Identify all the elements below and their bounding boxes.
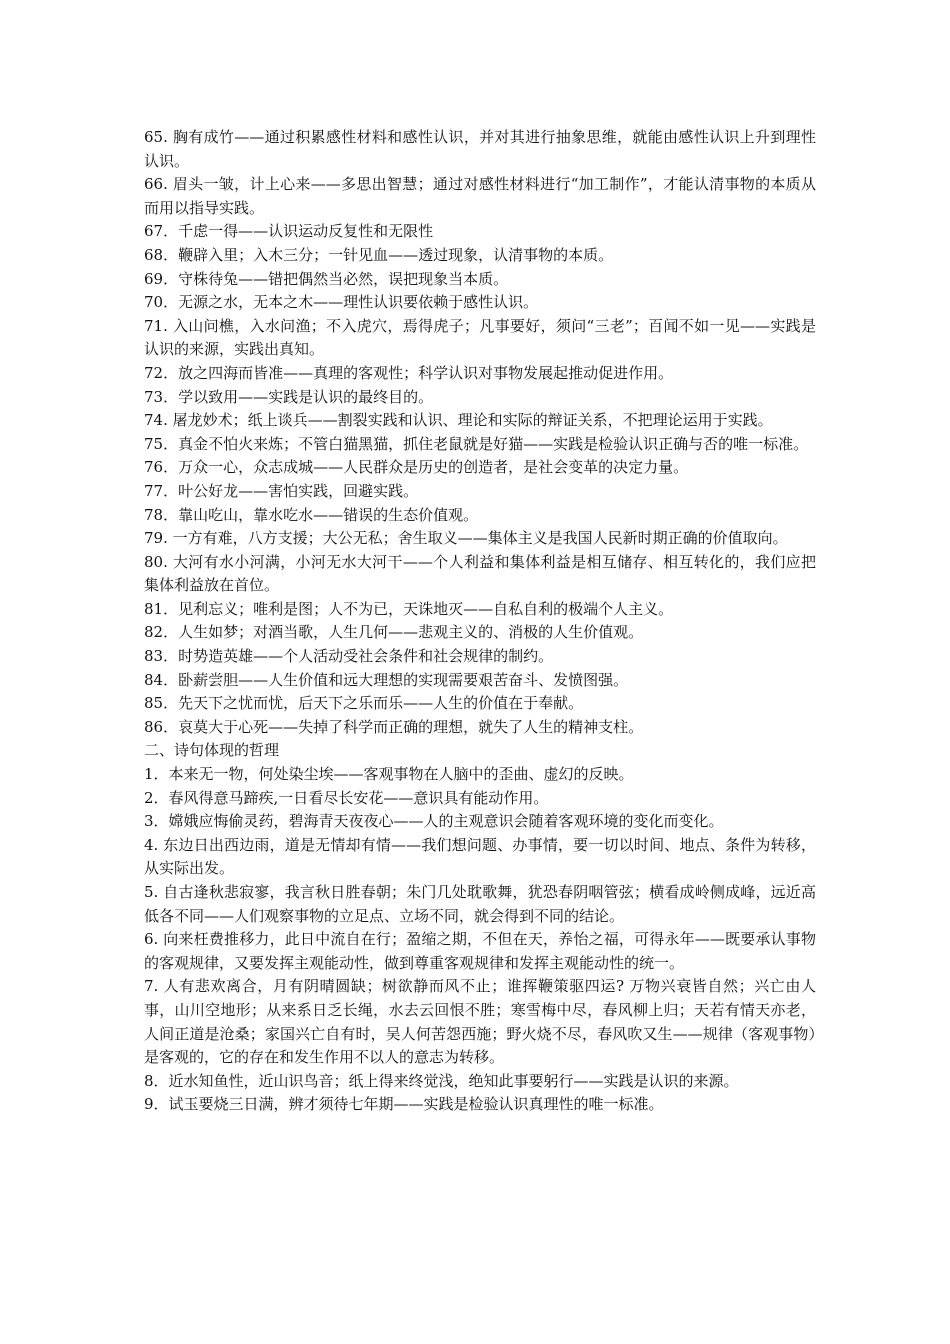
paragraph-82: 82．人生如梦；对酒当歌，人生几何——悲观主义的、消极的人生价值观。 xyxy=(144,623,644,642)
paragraph-73: 73．学以致用——实践是认识的最终目的。 xyxy=(144,387,434,406)
poem-item-2: 2．春风得意马蹄疾,一日看尽长安花——意识具有能动作用。 xyxy=(144,788,549,807)
paragraph-68: 68．鞭辟入里；入木三分；一针见血——透过现象，认清事物的本质。 xyxy=(144,245,614,264)
paragraph-78: 78．靠山吃山，靠水吃水——错误的生态价值观。 xyxy=(144,505,479,524)
paragraph-75: 75．真金不怕火来炼；不管白猫黑猫，抓住老鼠就是好猫——实践是检验认识正确与否的唯一标准。 xyxy=(144,434,809,453)
poem-item-1: 1．本来无一物，何处染尘埃——客观事物在人脑中的歪曲、虚幻的反映。 xyxy=(144,765,634,784)
paragraph-85: 85．先天下之忧而忧，后天下之乐而乐——人生的价值在于奉献。 xyxy=(144,694,584,713)
document-body xyxy=(144,126,816,1117)
poem-item-6: 6. 向来枉费推移力，此日中流自在行；盈缩之期，不但在天，养怡之福，可得永年——既要承认事物的客观规律，又要发挥主观能动性，做到尊重客观规律和发挥主观能动性的统一。 xyxy=(144,930,816,972)
paragraph-77: 77．叶公好龙——害怕实践，回避实践。 xyxy=(144,481,419,500)
poem-item-8: 8．近水知鱼性，近山识鸟音；纸上得来终觉浅，绝知此事要躬行——实践是认识的来源。 xyxy=(144,1071,739,1090)
paragraph-70: 70．无源之水，无本之木——理性认识要依赖于感性认识。 xyxy=(144,293,539,312)
section-heading: 二、诗句体现的哲理 xyxy=(144,741,280,760)
paragraph-79: 79. 一方有难，八方支援；大公无私；舍生取义——集体主义是我国人民新时期正确的价值取向。 xyxy=(144,529,788,548)
paragraph-74: 74. 屠龙妙术；纸上谈兵——割裂实践和认识、理论和实际的辩证关系，不把理论运用于实践。 xyxy=(144,411,773,430)
poem-item-5: 5. 自古逢秋悲寂寥，我言秋日胜春朝；朱门几处耽歌舞，犹恐春阴咽管弦；横看成岭侧成峰，远近高低各不同——人们观察事物的立足点、立场不同，就会得到不同的结论。 xyxy=(144,883,816,925)
paragraph-80: 80. 大河有水小河满，小河无水大河干——个人利益和集体利益是相互储存、相互转化的，我们应把集体利益放在首位。 xyxy=(144,552,816,595)
paragraph-76: 76．万众一心，众志成城——人民群众是历史的创造者，是社会变革的决定力量。 xyxy=(144,458,689,477)
paragraph-65: 65. 胸有成竹——通过积累感性材料和感性认识，并对其进行抽象思维，就能由感性认识上升到理性认识。 xyxy=(144,128,816,170)
paragraph-66: 66. 眉头一皱，计上心来——多思出智慧；通过对感性材料进行“加工制作”，才能认清事物的本质从而用以指导实践。 xyxy=(144,175,816,217)
paragraph-84: 84．卧薪尝胆——人生价值和远大理想的实现需要艰苦奋斗、发愤图强。 xyxy=(144,670,629,689)
paragraph-83: 83．时势造英雄——个人活动受社会条件和社会规律的制约。 xyxy=(144,647,554,666)
paragraph-81: 81．见利忘义；唯利是图；人不为已，天诛地灭——自私自利的极端个人主义。 xyxy=(144,599,674,618)
paragraph-69: 69．守株待兔——错把偶然当必然，误把现象当本质。 xyxy=(144,269,509,288)
paragraph-67: 67．千虑一得——认识运动反复性和无限性 xyxy=(144,222,434,241)
paragraph-86: 86．哀莫大于心死——失掉了科学而正确的理想，就失了人生的精神支柱。 xyxy=(144,717,644,736)
paragraph-72: 72．放之四海而皆准——真理的客观性；科学认识对事物发展起推动促进作用。 xyxy=(144,363,674,382)
poem-item-9: 9．试玉要烧三日满，辨才须待七年期——实践是检验认识真理性的唯一标准。 xyxy=(144,1095,664,1114)
paragraph-71: 71. 入山问樵，入水问渔；不入虎穴，焉得虎子；凡事要好，须问“三老”；百闻不如一见——实践是认识的来源，实践出真知。 xyxy=(144,316,816,359)
poem-item-3: 3．嫦娥应悔偷灵药，碧海青天夜夜心——人的主观意识会随着客观环境的变化而变化。 xyxy=(144,812,724,831)
poem-item-4: 4. 东边日出西边雨，道是无情却有情——我们想问题、办事情，要一切以时间、地点、条件为转移，从实际出发。 xyxy=(144,835,816,878)
poem-item-7: 7. 人有悲欢离合，月有阴晴圆缺；树欲静而风不止；谁挥鞭策驱四运? 万物兴衰皆自然；兴亡由人事，山川空地形；从来系日乏长绳，水去云回恨不胜；寒雪梅中尽，春风柳上归；天若有情天亦老，人间正道是沧桑；家国兴亡自有时，吴人何苦怨西施；野火烧不尽，春风吹又生——规律（客观事物）是客观的，它的存在和发生作用不以人的意志为转移。 xyxy=(144,977,816,1067)
